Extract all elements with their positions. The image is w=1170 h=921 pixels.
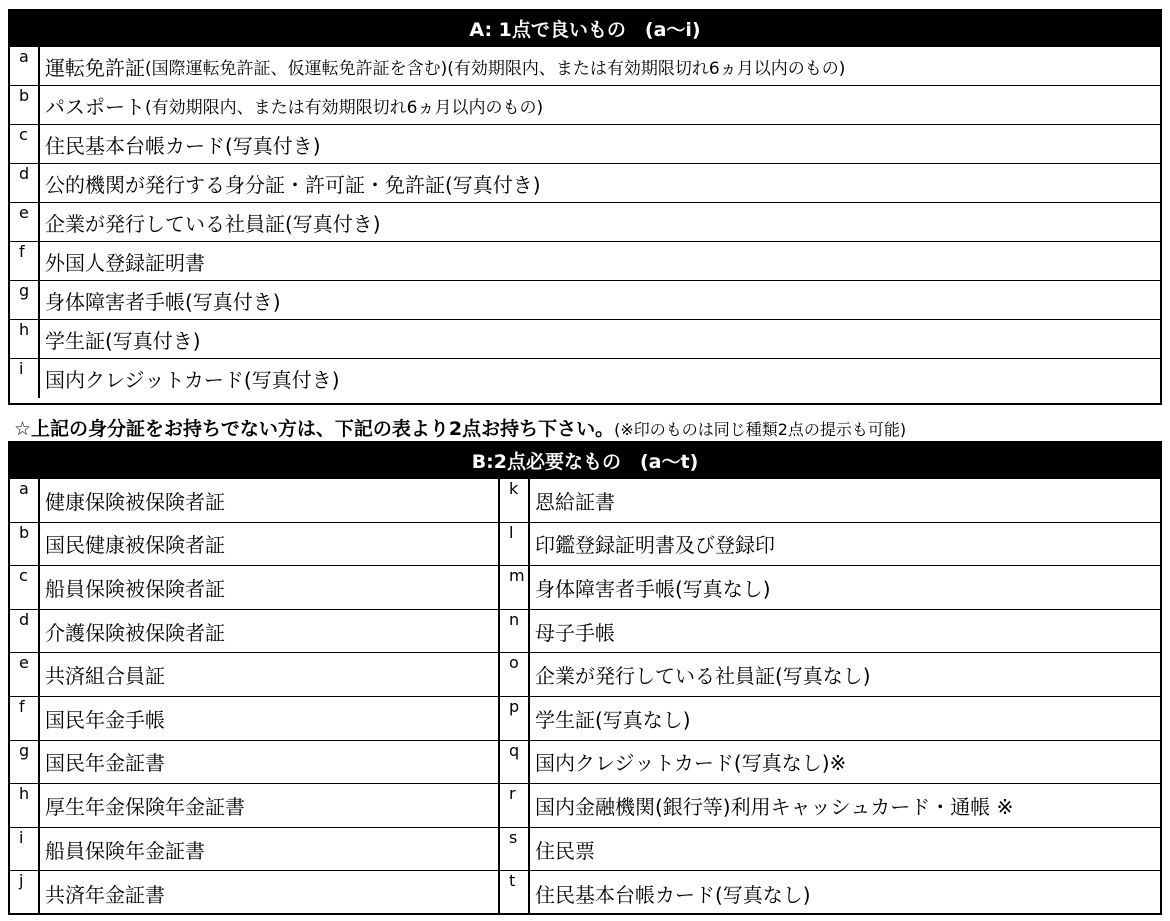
row-letter: f: [10, 242, 40, 280]
row-text: [40, 359, 1160, 398]
row-letter: t: [500, 871, 530, 915]
table-row: [10, 86, 1160, 125]
row-text: 住民基本台帳カード(写真なし): [535, 882, 811, 907]
row-text: 国内金融機関(銀行等)利用キャッシュカード・通帳 ※: [535, 794, 1014, 819]
table-b: [8, 441, 1162, 915]
row-text: 共済年金証書: [45, 882, 165, 907]
row-letter: h: [10, 784, 40, 827]
row-letter: i: [10, 359, 40, 398]
row-letter: h: [10, 320, 40, 358]
cell-right: [500, 566, 1160, 609]
row-letter: p: [500, 697, 530, 740]
table-row: [10, 741, 1160, 785]
row-text: 母子手帳: [535, 620, 615, 645]
cell-right: [500, 523, 1160, 566]
cell-right: [500, 784, 1160, 827]
table-row: [10, 47, 1160, 86]
row-text: 学生証(写真なし): [535, 707, 691, 732]
row-letter: b: [10, 523, 40, 566]
table-row: [10, 125, 1160, 164]
row-text: [40, 320, 1160, 358]
table-row: [10, 281, 1160, 320]
row-text: 介護保険被保険者証: [45, 620, 225, 645]
row-text: [40, 203, 1160, 241]
row-letter: e: [10, 653, 40, 696]
row-letter: q: [500, 741, 530, 784]
row-text: 国民年金手帳: [45, 707, 165, 732]
cell-left: [10, 784, 500, 827]
row-text: 身体障害者手帳(写真なし): [535, 576, 771, 601]
cell-left: [10, 566, 500, 609]
table-row: [10, 610, 1160, 654]
notice-main: ☆上記の身分証をお持ちでない方は、下記の表より2点お持ち下さい。: [14, 418, 615, 440]
cell-right: [500, 653, 1160, 696]
row-letter: n: [500, 610, 530, 653]
table-row: [10, 523, 1160, 567]
table-b-header: B:2点必要なもの (a〜t): [10, 443, 1160, 479]
row-text: 印鑑登録証明書及び登録印: [535, 533, 775, 558]
row-text: 企業が発行している社員証(写真なし): [535, 664, 871, 689]
row-letter: r: [500, 784, 530, 827]
table-row: [10, 566, 1160, 610]
row-text: 国民年金証書: [45, 751, 165, 776]
cell-left: [10, 741, 500, 784]
table-row: [10, 203, 1160, 242]
row-letter: j: [10, 871, 40, 915]
row-text: 共済組合員証: [45, 664, 165, 689]
cell-right: [500, 479, 1160, 522]
row-main-text: 学生証(写真付き): [45, 328, 201, 353]
table-a: [8, 9, 1162, 405]
table-b-rows: [10, 479, 1160, 915]
table-row: [10, 828, 1160, 872]
cell-left: [10, 610, 500, 653]
row-text: [40, 86, 1160, 124]
row-main-text: 外国人登録証明書: [45, 250, 205, 275]
row-text: [40, 281, 1160, 319]
row-letter: c: [10, 125, 40, 163]
table-row: [10, 697, 1160, 741]
table-row: [10, 653, 1160, 697]
row-text: 船員保険被保険者証: [45, 576, 225, 601]
row-main-text: 住民基本台帳カード(写真付き): [45, 133, 321, 158]
cell-left: [10, 828, 500, 871]
table-row: [10, 784, 1160, 828]
row-letter: b: [10, 86, 40, 124]
row-main-text: 国内クレジットカード(写真付き): [45, 368, 340, 392]
notice-text: [14, 416, 906, 443]
row-text: 厚生年金保険年金証書: [45, 794, 245, 819]
row-letter: l: [500, 523, 530, 566]
row-letter: a: [10, 47, 40, 85]
table-row: [10, 479, 1160, 523]
row-text: [40, 164, 1160, 202]
row-letter: c: [10, 566, 40, 609]
row-text: [40, 125, 1160, 163]
row-main-text: 身体障害者手帳(写真付き): [45, 289, 281, 314]
notice-sub: (※印のものは同じ種類2点の提示も可能): [614, 420, 907, 439]
table-a-header: A: 1点で良いもの (a〜i): [10, 11, 1160, 47]
cell-right: [500, 828, 1160, 871]
row-text: 国内クレジットカード(写真なし)※: [535, 751, 847, 776]
cell-right: [500, 610, 1160, 653]
row-letter: k: [500, 479, 530, 522]
cell-left: [10, 871, 500, 915]
row-main-text: 運転免許証: [45, 55, 145, 80]
row-letter: g: [10, 281, 40, 319]
table-row: [10, 320, 1160, 359]
cell-left: [10, 653, 500, 696]
cell-left: [10, 523, 500, 566]
table-row: [10, 871, 1160, 915]
row-sub-text: (有効期限内、または有効期限切れ6ヵ月以内のもの): [145, 97, 544, 118]
cell-right: [500, 697, 1160, 740]
row-letter: f: [10, 697, 40, 740]
row-letter: o: [500, 653, 530, 696]
row-text: 国民健康被保険者証: [45, 533, 225, 558]
table-row: [10, 359, 1160, 398]
table-row: [10, 164, 1160, 203]
row-main-text: 公的機関が発行する身分証・許可証・免許証(写真付き): [45, 172, 541, 197]
row-text: 船員保険年金証書: [45, 838, 205, 863]
row-letter: a: [10, 479, 40, 522]
row-letter: e: [10, 203, 40, 241]
row-letter: s: [500, 828, 530, 871]
row-text: [40, 242, 1160, 280]
row-text: 恩給証書: [535, 489, 615, 514]
row-main-text: 企業が発行している社員証(写真付き): [45, 211, 381, 236]
cell-left: [10, 479, 500, 522]
table-row: [10, 242, 1160, 281]
table-a-rows: [10, 47, 1160, 398]
row-letter: m: [500, 566, 530, 609]
row-letter: g: [10, 741, 40, 784]
row-letter: d: [10, 164, 40, 202]
row-text: 住民票: [535, 838, 595, 863]
cell-right: [500, 741, 1160, 784]
row-letter: i: [10, 828, 40, 871]
row-letter: d: [10, 610, 40, 653]
row-main-text: パスポート: [45, 94, 145, 119]
row-sub-text: (国際運転免許証、仮運転免許証を含む)(有効期限内、または有効期限切れ6ヵ月以内のもの): [145, 58, 846, 79]
cell-right: [500, 871, 1160, 915]
cell-left: [10, 697, 500, 740]
row-text: 健康保険被保険者証: [45, 489, 225, 514]
row-text: [40, 47, 1160, 85]
